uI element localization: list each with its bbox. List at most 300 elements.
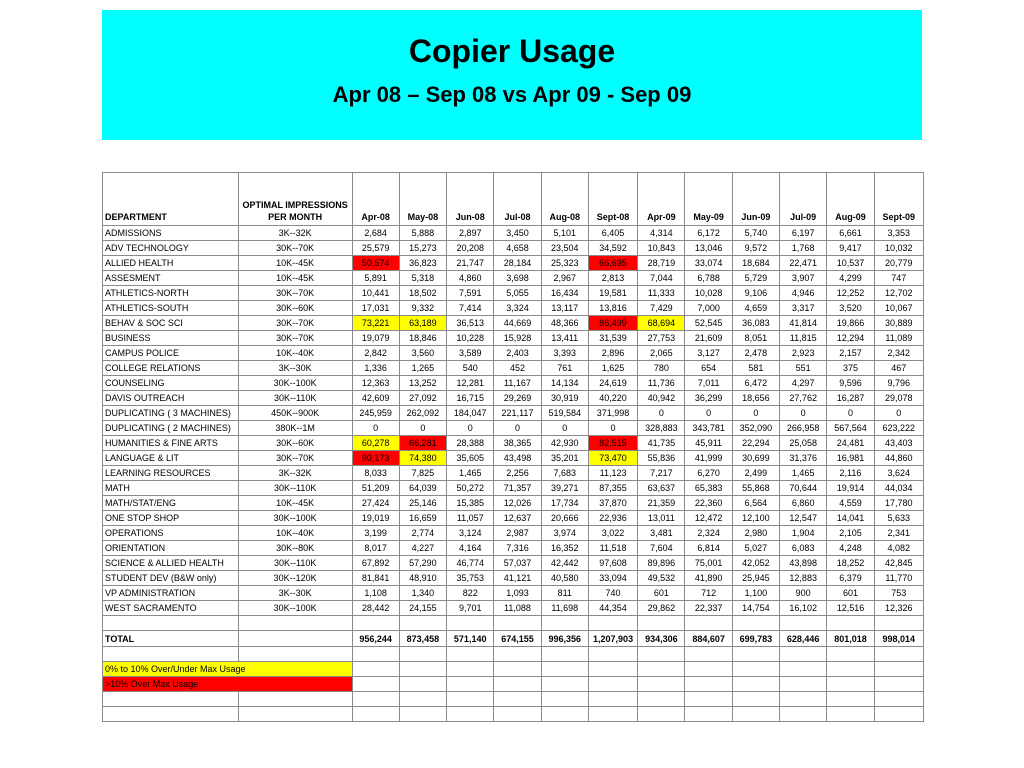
usage-value: 2,813 (588, 271, 637, 286)
usage-value: 1,904 (780, 526, 827, 541)
table-row (103, 331, 924, 346)
empty-cell (541, 662, 588, 677)
usage-value: 66,281 (399, 436, 446, 451)
usage-value: 0 (588, 421, 637, 436)
usage-value: 19,019 (352, 511, 399, 526)
usage-value: 3,324 (494, 301, 541, 316)
usage-value: 6,172 (685, 226, 732, 241)
table-row (103, 571, 924, 586)
usage-value: 15,928 (494, 331, 541, 346)
optimal-range: 30K--110K (238, 556, 352, 571)
usage-value: 9,701 (447, 601, 494, 616)
empty-cell (638, 662, 685, 677)
usage-value: 184,047 (447, 406, 494, 421)
usage-value: 3,450 (494, 226, 541, 241)
usage-value: 6,860 (780, 496, 827, 511)
usage-value: 25,058 (780, 436, 827, 451)
usage-value: 0 (874, 406, 923, 421)
empty-cell (494, 707, 541, 722)
usage-value: 7,429 (638, 301, 685, 316)
usage-value: 5,027 (732, 541, 779, 556)
usage-value: 42,052 (732, 556, 779, 571)
usage-value: 467 (874, 361, 923, 376)
empty-cell (352, 647, 399, 662)
empty-cell (874, 616, 923, 631)
usage-value: 35,201 (541, 451, 588, 466)
empty-cell (352, 707, 399, 722)
empty-cell (103, 707, 239, 722)
usage-value: 71,357 (494, 481, 541, 496)
usage-value: 10,537 (827, 256, 874, 271)
total-value: 996,356 (541, 631, 588, 647)
optimal-range: 30K--120K (238, 571, 352, 586)
usage-value: 2,403 (494, 346, 541, 361)
usage-value: 2,256 (494, 466, 541, 481)
department-name: OPERATIONS (103, 526, 239, 541)
empty-cell (399, 677, 446, 692)
usage-value: 2,842 (352, 346, 399, 361)
usage-value: 4,946 (780, 286, 827, 301)
usage-value: 3,127 (685, 346, 732, 361)
usage-value: 20,779 (874, 256, 923, 271)
department-name: ATHLETICS-NORTH (103, 286, 239, 301)
empty-cell (827, 677, 874, 692)
table-row (103, 406, 924, 421)
usage-value: 601 (827, 586, 874, 601)
usage-value: 9,106 (732, 286, 779, 301)
usage-value: 811 (541, 586, 588, 601)
usage-value: 16,434 (541, 286, 588, 301)
table-row (103, 601, 924, 616)
usage-value: 245,959 (352, 406, 399, 421)
usage-value: 68,694 (638, 316, 685, 331)
usage-value: 1,768 (780, 241, 827, 256)
empty-cell (874, 662, 923, 677)
total-value: 628,446 (780, 631, 827, 647)
empty-cell (685, 616, 732, 631)
usage-value: 41,121 (494, 571, 541, 586)
usage-value: 13,252 (399, 376, 446, 391)
usage-value: 25,323 (541, 256, 588, 271)
department-name: STUDENT DEV (B&W only) (103, 571, 239, 586)
empty-cell (447, 647, 494, 662)
blank-row (103, 707, 924, 722)
usage-value: 3,560 (399, 346, 446, 361)
empty-cell (732, 616, 779, 631)
usage-value: 18,684 (732, 256, 779, 271)
table-row (103, 346, 924, 361)
table-row (103, 436, 924, 451)
usage-value: 8,033 (352, 466, 399, 481)
usage-value: 4,559 (827, 496, 874, 511)
usage-value: 44,860 (874, 451, 923, 466)
usage-value: 7,000 (685, 301, 732, 316)
usage-value: 36,823 (399, 256, 446, 271)
usage-value: 0 (685, 406, 732, 421)
usage-value: 328,883 (638, 421, 685, 436)
empty-cell (780, 662, 827, 677)
table-row (103, 466, 924, 481)
legend-yellow: 0% to 10% Over/Under Max Usage (103, 662, 353, 677)
usage-value: 41,890 (685, 571, 732, 586)
usage-value: 31,376 (780, 451, 827, 466)
usage-value: 10,843 (638, 241, 685, 256)
usage-value: 42,930 (541, 436, 588, 451)
usage-value: 5,318 (399, 271, 446, 286)
usage-value: 24,481 (827, 436, 874, 451)
total-value: 934,306 (638, 631, 685, 647)
usage-value: 27,424 (352, 496, 399, 511)
usage-value: 41,735 (638, 436, 685, 451)
department-name: DUPLICATING ( 3 MACHINES) (103, 406, 239, 421)
usage-value: 623,222 (874, 421, 923, 436)
optimal-range: 380K--1M (238, 421, 352, 436)
optimal-range: 3K--30K (238, 361, 352, 376)
usage-value: 4,082 (874, 541, 923, 556)
empty-cell (588, 677, 637, 692)
usage-value: 14,754 (732, 601, 779, 616)
usage-value: 38,365 (494, 436, 541, 451)
usage-value: 23,504 (541, 241, 588, 256)
usage-value: 0 (541, 421, 588, 436)
empty-cell (827, 647, 874, 662)
usage-value: 712 (685, 586, 732, 601)
usage-value: 4,297 (780, 376, 827, 391)
page-subtitle: Apr 08 – Sep 08 vs Apr 09 - Sep 09 (332, 82, 692, 107)
table-row (103, 541, 924, 556)
empty-cell (638, 647, 685, 662)
empty-cell (588, 692, 637, 707)
usage-value: 4,860 (447, 271, 494, 286)
usage-value: 17,031 (352, 301, 399, 316)
optimal-range: 10K--40K (238, 346, 352, 361)
usage-value: 0 (447, 421, 494, 436)
table-row (103, 271, 924, 286)
empty-cell (447, 692, 494, 707)
usage-value: 12,547 (780, 511, 827, 526)
optimal-range: 30K--70K (238, 451, 352, 466)
empty-cell (352, 662, 399, 677)
table-row (103, 556, 924, 571)
column-header: Sept-09 (874, 173, 923, 226)
blank-row (103, 692, 924, 707)
total-value: 699,783 (732, 631, 779, 647)
total-value: 674,155 (494, 631, 541, 647)
usage-value: 0 (494, 421, 541, 436)
usage-value: 12,472 (685, 511, 732, 526)
department-name: ALLIED HEALTH (103, 256, 239, 271)
usage-value: 39,271 (541, 481, 588, 496)
usage-value: 7,011 (685, 376, 732, 391)
empty-cell (447, 616, 494, 631)
total-value: 1,207,903 (588, 631, 637, 647)
empty-cell (103, 647, 239, 662)
usage-value: 3,393 (541, 346, 588, 361)
optimal-range: 3K--30K (238, 586, 352, 601)
usage-value: 41,814 (780, 316, 827, 331)
usage-value: 30,919 (541, 391, 588, 406)
usage-value: 2,987 (494, 526, 541, 541)
usage-value: 3,317 (780, 301, 827, 316)
empty-cell (447, 662, 494, 677)
usage-value: 4,248 (827, 541, 874, 556)
usage-value: 11,088 (494, 601, 541, 616)
usage-value: 65,383 (685, 481, 732, 496)
usage-value: 6,083 (780, 541, 827, 556)
total-value: 998,014 (874, 631, 923, 647)
usage-value: 3,589 (447, 346, 494, 361)
usage-value: 42,609 (352, 391, 399, 406)
usage-value: 25,146 (399, 496, 446, 511)
empty-cell (638, 707, 685, 722)
table-row (103, 586, 924, 601)
usage-value: 900 (780, 586, 827, 601)
usage-value: 89,896 (638, 556, 685, 571)
empty-cell (638, 692, 685, 707)
usage-value: 33,074 (685, 256, 732, 271)
usage-value: 55,836 (638, 451, 685, 466)
usage-value: 1,465 (447, 466, 494, 481)
optimal-range: 30K--70K (238, 331, 352, 346)
usage-value: 16,287 (827, 391, 874, 406)
column-header: Apr-08 (352, 173, 399, 226)
usage-value: 21,747 (447, 256, 494, 271)
empty-cell (103, 692, 239, 707)
empty-cell (780, 677, 827, 692)
usage-value: 52,545 (685, 316, 732, 331)
usage-value: 3,481 (638, 526, 685, 541)
column-header: Apr-09 (638, 173, 685, 226)
empty-cell (685, 692, 732, 707)
usage-value: 25,579 (352, 241, 399, 256)
department-name: BEHAV & SOC SCI (103, 316, 239, 331)
empty-cell (494, 647, 541, 662)
department-name: LEARNING RESOURCES (103, 466, 239, 481)
usage-value: 11,057 (447, 511, 494, 526)
usage-value: 28,719 (638, 256, 685, 271)
usage-value: 87,355 (588, 481, 637, 496)
usage-value: 12,883 (780, 571, 827, 586)
usage-value: 11,518 (588, 541, 637, 556)
usage-value: 3,974 (541, 526, 588, 541)
usage-value: 7,044 (638, 271, 685, 286)
usage-value: 30,699 (732, 451, 779, 466)
usage-value: 12,363 (352, 376, 399, 391)
optimal-range: 30K--110K (238, 391, 352, 406)
usage-value: 12,294 (827, 331, 874, 346)
usage-value: 35,753 (447, 571, 494, 586)
empty-cell (732, 677, 779, 692)
usage-value: 13,011 (638, 511, 685, 526)
usage-value: 50,272 (447, 481, 494, 496)
optimal-range: 30K--100K (238, 376, 352, 391)
usage-value: 15,273 (399, 241, 446, 256)
usage-value: 42,442 (541, 556, 588, 571)
usage-value: 5,740 (732, 226, 779, 241)
usage-value: 11,089 (874, 331, 923, 346)
column-header: DEPARTMENT (103, 173, 239, 226)
empty-cell (494, 616, 541, 631)
optimal-range: 30K--60K (238, 436, 352, 451)
usage-value: 7,683 (541, 466, 588, 481)
table-row (103, 526, 924, 541)
usage-value: 12,281 (447, 376, 494, 391)
usage-value: 10,228 (447, 331, 494, 346)
usage-value: 12,252 (827, 286, 874, 301)
usage-value: 4,314 (638, 226, 685, 241)
usage-value: 2,684 (352, 226, 399, 241)
usage-value: 11,333 (638, 286, 685, 301)
department-name: DUPLICATING ( 2 MACHINES) (103, 421, 239, 436)
usage-value: 3,624 (874, 466, 923, 481)
usage-value: 57,037 (494, 556, 541, 571)
usage-value: 780 (638, 361, 685, 376)
usage-value: 567,564 (827, 421, 874, 436)
empty-cell (780, 707, 827, 722)
empty-cell (780, 616, 827, 631)
usage-value: 48,366 (541, 316, 588, 331)
usage-value: 82,515 (588, 436, 637, 451)
usage-value: 73,221 (352, 316, 399, 331)
legend-red: >10% Over Max Usage (103, 677, 353, 692)
usage-value: 37,870 (588, 496, 637, 511)
department-name: ASSESMENT (103, 271, 239, 286)
usage-value: 1,465 (780, 466, 827, 481)
usage-value: 4,299 (827, 271, 874, 286)
usage-value: 2,923 (780, 346, 827, 361)
empty-cell (685, 707, 732, 722)
empty-cell (447, 677, 494, 692)
usage-value: 7,316 (494, 541, 541, 556)
usage-value: 16,715 (447, 391, 494, 406)
usage-value: 22,936 (588, 511, 637, 526)
department-name: SCIENCE & ALLIED HEALTH (103, 556, 239, 571)
usage-value: 6,661 (827, 226, 874, 241)
usage-value: 2,341 (874, 526, 923, 541)
empty-cell (238, 616, 352, 631)
total-value (238, 631, 352, 647)
usage-value: 9,796 (874, 376, 923, 391)
optimal-range: 10K--45K (238, 256, 352, 271)
usage-value: 55,868 (732, 481, 779, 496)
department-name: MATH/STAT/ENG (103, 496, 239, 511)
usage-value: 44,034 (874, 481, 923, 496)
usage-value: 6,270 (685, 466, 732, 481)
empty-cell (399, 707, 446, 722)
optimal-range: 30K--110K (238, 481, 352, 496)
usage-value: 97,608 (588, 556, 637, 571)
usage-value: 2,478 (732, 346, 779, 361)
usage-value: 13,117 (541, 301, 588, 316)
usage-value: 3,124 (447, 526, 494, 541)
usage-value: 221,117 (494, 406, 541, 421)
usage-value: 3,353 (874, 226, 923, 241)
usage-value: 551 (780, 361, 827, 376)
table-row (103, 511, 924, 526)
empty-cell (352, 692, 399, 707)
usage-value: 11,698 (541, 601, 588, 616)
optimal-range: 10K--45K (238, 271, 352, 286)
blank-row (103, 647, 924, 662)
usage-value: 43,498 (494, 451, 541, 466)
usage-value: 75,001 (685, 556, 732, 571)
usage-value: 1,108 (352, 586, 399, 601)
empty-cell (588, 647, 637, 662)
optimal-range: 30K--70K (238, 316, 352, 331)
department-name: COLLEGE RELATIONS (103, 361, 239, 376)
usage-value: 22,337 (685, 601, 732, 616)
usage-value: 2,342 (874, 346, 923, 361)
usage-value: 35,605 (447, 451, 494, 466)
table-row (103, 391, 924, 406)
usage-value: 44,669 (494, 316, 541, 331)
usage-value: 45,911 (685, 436, 732, 451)
usage-value: 6,197 (780, 226, 827, 241)
usage-value: 34,592 (588, 241, 637, 256)
usage-value: 8,051 (732, 331, 779, 346)
usage-value: 6,472 (732, 376, 779, 391)
usage-value: 27,092 (399, 391, 446, 406)
usage-value: 3,520 (827, 301, 874, 316)
usage-value: 63,637 (638, 481, 685, 496)
usage-value: 4,659 (732, 301, 779, 316)
usage-value: 16,102 (780, 601, 827, 616)
usage-value: 11,123 (588, 466, 637, 481)
empty-cell (494, 662, 541, 677)
usage-value: 15,385 (447, 496, 494, 511)
usage-value: 2,774 (399, 526, 446, 541)
usage-value: 10,441 (352, 286, 399, 301)
usage-value: 747 (874, 271, 923, 286)
usage-value: 30,889 (874, 316, 923, 331)
usage-value: 17,734 (541, 496, 588, 511)
empty-cell (103, 616, 239, 631)
usage-value: 1,265 (399, 361, 446, 376)
usage-value: 8,017 (352, 541, 399, 556)
usage-value: 2,897 (447, 226, 494, 241)
usage-value: 36,299 (685, 391, 732, 406)
header-row (103, 173, 924, 226)
usage-value: 36,083 (732, 316, 779, 331)
usage-value: 5,891 (352, 271, 399, 286)
usage-value: 13,816 (588, 301, 637, 316)
empty-cell (541, 707, 588, 722)
usage-value: 343,781 (685, 421, 732, 436)
empty-cell (638, 677, 685, 692)
department-name: ORIENTATION (103, 541, 239, 556)
usage-value: 90,173 (352, 451, 399, 466)
optimal-range: 30K--80K (238, 541, 352, 556)
usage-value: 7,825 (399, 466, 446, 481)
empty-cell (874, 677, 923, 692)
empty-cell (780, 692, 827, 707)
usage-value: 29,269 (494, 391, 541, 406)
usage-value: 31,539 (588, 331, 637, 346)
empty-cell (494, 677, 541, 692)
usage-value: 25,945 (732, 571, 779, 586)
usage-value: 22,294 (732, 436, 779, 451)
usage-value: 5,101 (541, 226, 588, 241)
usage-value: 2,980 (732, 526, 779, 541)
usage-value: 19,914 (827, 481, 874, 496)
usage-value: 28,184 (494, 256, 541, 271)
department-name: ATHLETICS-SOUTH (103, 301, 239, 316)
usage-value: 2,157 (827, 346, 874, 361)
total-value: 884,607 (685, 631, 732, 647)
usage-value: 18,846 (399, 331, 446, 346)
empty-cell (732, 707, 779, 722)
usage-value: 0 (827, 406, 874, 421)
